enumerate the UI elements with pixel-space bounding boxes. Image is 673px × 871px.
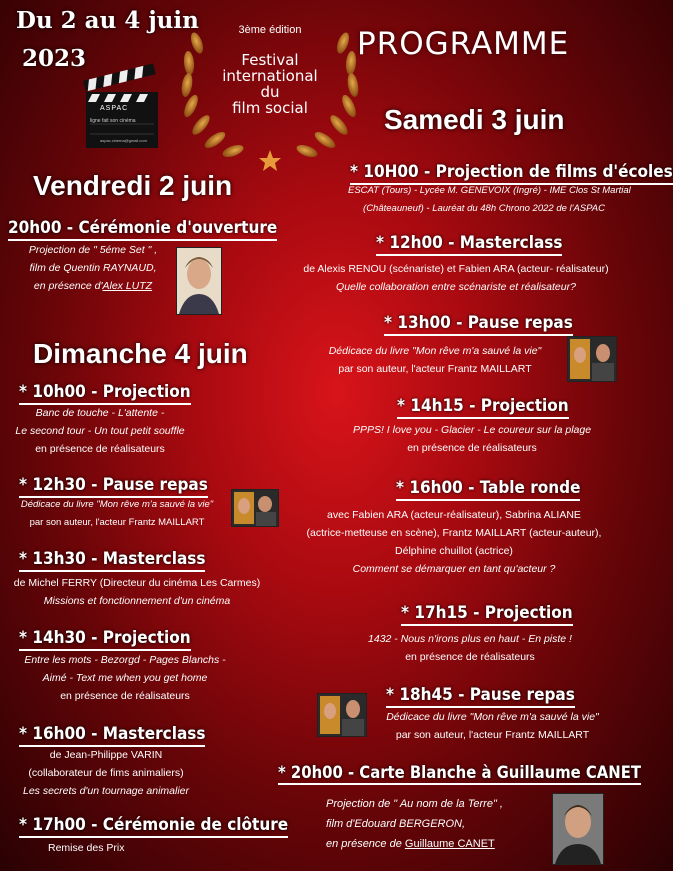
desc-line: par son auteur, l'acteur Frantz MAILLART bbox=[338, 363, 532, 375]
desc-line: Dédicace du livre "Mon rêve m'a sauvé la vie" bbox=[386, 711, 599, 723]
desc-line: (collaborateur de fims animaliers) bbox=[28, 767, 184, 779]
desc-line bbox=[18, 277, 168, 295]
sunday-item-5-title bbox=[19, 724, 205, 747]
portrait-photo bbox=[176, 247, 222, 315]
clapper-tagline: ligne fait son cinéma bbox=[90, 118, 136, 124]
desc-line: Remise des Prix bbox=[48, 842, 125, 854]
sunday-item-6-title bbox=[19, 815, 288, 838]
desc-line: (Châteauneuf) - Lauréat du 48h Chrono 2022 de l'ASPAC bbox=[363, 203, 605, 214]
guest-name: Alex LUTZ bbox=[102, 280, 153, 292]
sunday-item-5-desc bbox=[0, 746, 212, 800]
sunday-item-1-title-text: * 10h00 - Projection bbox=[19, 382, 191, 405]
saturday-item-4-title bbox=[397, 396, 569, 419]
book-cover-photo bbox=[317, 693, 367, 737]
sunday-item-1-title bbox=[19, 382, 191, 405]
desc-line: en présence de réalisateurs bbox=[35, 443, 165, 455]
desc-line: de Jean-Philippe VARIN bbox=[49, 749, 163, 761]
aspac-clapper-logo bbox=[82, 72, 162, 152]
saturday-item-1-title-text: * 10H00 - Projection de films d'écoles bbox=[350, 162, 673, 185]
saturday-item-8-title-text: * 20h00 - Carte Blanche à Guillaume CANET bbox=[278, 763, 641, 785]
saturday-item-3-title-text: * 13h00 - Pause repas bbox=[384, 313, 573, 336]
friday-item-title-text: 20h00 - Cérémonie d'ouverture bbox=[8, 218, 277, 241]
saturday-item-2-title-text: * 12h00 - Masterclass bbox=[376, 233, 562, 256]
sunday-item-2-title-text: * 12h30 - Pause repas bbox=[19, 475, 208, 498]
saturday-item-5-desc bbox=[288, 506, 620, 578]
saturday-item-8-desc bbox=[326, 794, 546, 854]
desc-line: de Alexis RENOU (scénariste) et Fabien ARA (acteur- réalisateur) bbox=[303, 263, 609, 275]
desc-line: de Michel FERRY (Directeur du cinéma Les Carmes) bbox=[13, 577, 261, 589]
desc-line-lead: en présence d' bbox=[33, 280, 103, 292]
friday-item-desc bbox=[18, 241, 168, 295]
desc-line: 1432 - Nous n'irons plus en haut - En piste ! bbox=[368, 633, 572, 645]
sunday-item-4-title bbox=[19, 628, 191, 651]
saturday-item-4-desc bbox=[322, 421, 622, 457]
desc-line-lead: en présence de bbox=[326, 838, 405, 850]
edition-label: 3ème édition bbox=[238, 24, 302, 36]
desc-line: en présence de réalisateurs bbox=[407, 442, 537, 454]
desc-line bbox=[326, 834, 546, 854]
desc-line: Le second tour - Un tout petit souffle bbox=[15, 425, 185, 437]
saturday-item-6-title bbox=[401, 603, 573, 626]
desc-line: (actrice-metteuse en scène), Frantz MAILLART (acteur-auteur), bbox=[306, 527, 602, 539]
star-icon bbox=[259, 150, 281, 171]
festival-line-4: film social bbox=[232, 99, 308, 117]
desc-line: PPPS! I love you - Glacier - Le coureur sur la plage bbox=[352, 424, 592, 436]
desc-line: Entre les mots - Bezorgd - Pages Blanchs - bbox=[24, 654, 226, 666]
saturday-item-5-title-text: * 16h00 - Table ronde bbox=[396, 478, 580, 501]
festival-name bbox=[205, 52, 335, 116]
portrait-photo bbox=[552, 793, 604, 865]
desc-line: Missions et fonctionnement d'un cinéma bbox=[43, 595, 231, 607]
desc-line: Projection de " 5éme Set " , bbox=[28, 244, 158, 256]
sunday-item-3-title-text: * 13h30 - Masterclass bbox=[19, 549, 205, 572]
desc-line: Délphine chuillot (actrice) bbox=[395, 545, 513, 557]
saturday-item-7-desc bbox=[365, 708, 620, 744]
desc-line: par son auteur, l'acteur Frantz MAILLART bbox=[29, 517, 205, 528]
saturday-item-7-title-text: * 18h45 - Pause repas bbox=[386, 685, 575, 708]
sunday-item-6-desc bbox=[48, 839, 124, 857]
saturday-item-7-title bbox=[386, 685, 575, 708]
saturday-item-3-desc bbox=[305, 342, 565, 378]
saturday-item-6-desc bbox=[340, 630, 600, 666]
clapper-label: ASPAC bbox=[100, 105, 129, 112]
sunday-item-4-title-text: * 14h30 - Projection bbox=[19, 628, 191, 651]
sunday-item-3-desc bbox=[2, 574, 272, 610]
saturday-item-2-desc bbox=[292, 260, 620, 296]
festival-line-2: international bbox=[222, 67, 318, 85]
saturday-heading: Samedi 3 juin bbox=[384, 104, 565, 135]
festival-line-1: Festival bbox=[241, 51, 299, 69]
clapper-email: aspac.cinema@gmail.com bbox=[100, 138, 147, 143]
sunday-item-2-title bbox=[19, 475, 208, 498]
desc-line: Comment se démarquer en tant qu'acteur ? bbox=[352, 563, 556, 575]
saturday-item-6-title-text: * 17h15 - Projection bbox=[401, 603, 573, 626]
desc-line: ESCAT (Tours) - Lycée M. GENEVOIX (Ingré) - IME Clos St Martial bbox=[348, 185, 631, 196]
sunday-item-3-title bbox=[19, 549, 205, 572]
sunday-heading: Dimanche 4 juin bbox=[33, 338, 248, 369]
desc-line: Aimé - Text me when you get home bbox=[42, 672, 208, 684]
desc-line: Dédicace du livre "Mon rêve m'a sauvé la vie" bbox=[328, 345, 542, 357]
festival-line-3: du bbox=[260, 83, 280, 101]
saturday-item-2-title bbox=[376, 233, 562, 256]
desc-line: Dédicace du livre "Mon rêve m'a sauvé la vie" bbox=[20, 499, 214, 510]
sunday-item-5-title-text: * 16h00 - Masterclass bbox=[19, 724, 205, 747]
desc-line: Banc de touche - L'attente - bbox=[35, 407, 165, 419]
desc-line: Les secrets d'un tournage animalier bbox=[22, 785, 190, 797]
book-cover-photo bbox=[231, 489, 279, 527]
desc-line: avec Fabien ARA (acteur-réalisateur), Sabrina ALIANE bbox=[327, 509, 581, 521]
guest-name: Guillaume CANET bbox=[404, 838, 495, 850]
date-range: Du 2 au 4 juin bbox=[16, 7, 199, 34]
saturday-item-3-title bbox=[384, 313, 573, 336]
programme-title: PROGRAMME bbox=[357, 26, 570, 62]
saturday-item-8-title bbox=[278, 763, 641, 785]
saturday-item-4-title-text: * 14h15 - Projection bbox=[397, 396, 569, 419]
friday-item-title bbox=[8, 218, 277, 241]
sunday-item-1-desc bbox=[0, 404, 200, 458]
desc-line: Projection de " Au nom de la Terre" , bbox=[326, 798, 503, 810]
friday-heading: Vendredi 2 juin bbox=[33, 170, 233, 201]
sunday-item-6-title-text: * 17h00 - Cérémonie de clôture bbox=[19, 815, 288, 838]
desc-line: film de Quentin RAYNAUD, bbox=[29, 262, 157, 274]
desc-line: en présence de réalisateurs bbox=[405, 651, 535, 663]
desc-line: Quelle collaboration entre scénariste et réalisateur? bbox=[336, 281, 576, 293]
sunday-item-4-desc bbox=[0, 651, 250, 705]
book-cover-photo bbox=[567, 336, 617, 382]
desc-line: film d'Edouard BERGERON, bbox=[326, 818, 466, 830]
sunday-item-2-desc bbox=[10, 496, 224, 532]
desc-line: par son auteur, l'acteur Frantz MAILLART bbox=[395, 729, 590, 741]
saturday-item-5-title bbox=[396, 478, 580, 501]
saturday-item-1-desc bbox=[348, 182, 631, 218]
year: 2023 bbox=[22, 45, 87, 72]
desc-line: en présence de réalisateurs bbox=[60, 690, 190, 702]
